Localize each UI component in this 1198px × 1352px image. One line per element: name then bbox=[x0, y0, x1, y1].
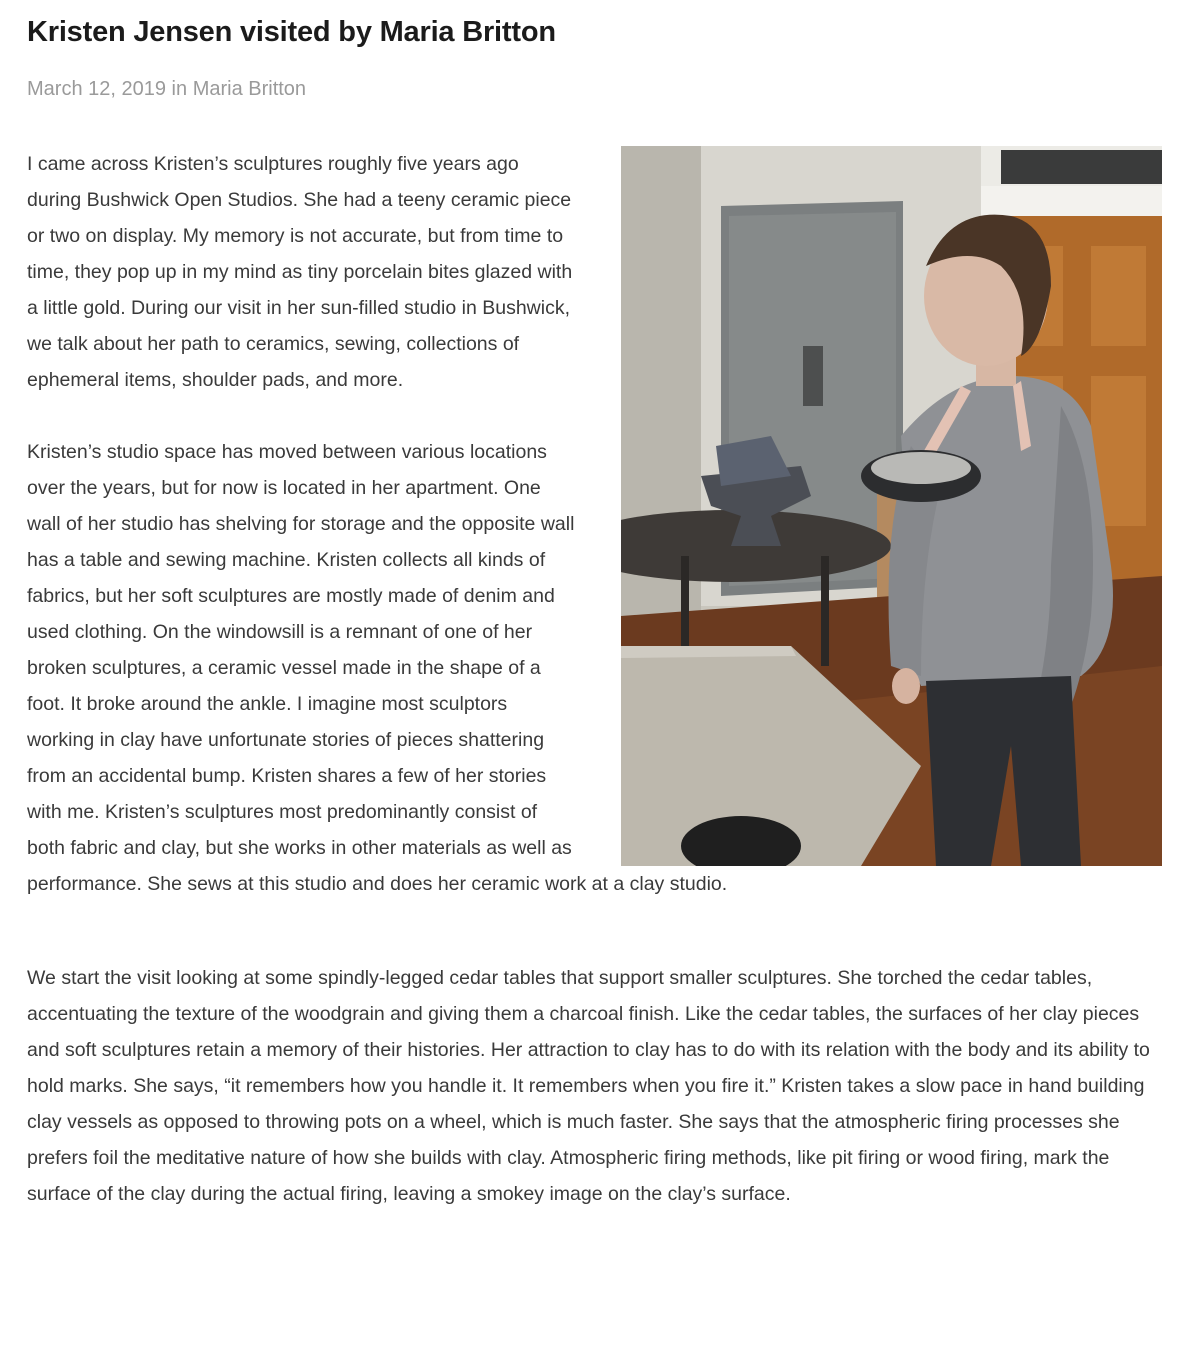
studio-photo[interactable] bbox=[621, 146, 1162, 866]
paragraph-2: Kristen’s studio space has moved between various locations over the years, but for now is located in her apartment. One wall of her studio has shelving for storage and the opposite wall has a table and sewing machine. Kristen collects all kinds of fabrics, but her soft sculptures are mostly made of denim and used clothing. On the windowsill is a remnant of one of her broken sculptures, a ceramic vessel made in the shape of a foot. It broke around the ankle. I imagine most sculptors working in clay have unfortunate stories of pieces shattering from an accidental bump. Kristen shares a few of her stories with me. Kristen’s sculptures most predominantly consist of both fabric and clay, but she works in other materials as well as performance. She sews at this studio and does her ceramic work at a clay studio. bbox=[27, 441, 728, 895]
category-link[interactable]: Maria Britton bbox=[192, 78, 307, 100]
article-title: Kristen Jensen visited by Maria Britton bbox=[27, 16, 556, 48]
article bbox=[27, 0, 1162, 1212]
paragraph-spacer bbox=[27, 902, 1162, 960]
article-body bbox=[27, 146, 1162, 1212]
article-meta bbox=[27, 76, 1162, 102]
paragraph-1: I came across Kristen’s sculptures roughly five years ago during Bushwick Open Studios. She had a teeny ceramic piece or two on display. My memory is not accurate, but from time to time, they pop up in my mind as tiny porcelain bites glazed with a little gold. During our visit in her sun-filled studio in Bushwick, we talk about her path to ceramics, sewing, collections of ephemeral items, shoulder pads, and more. bbox=[27, 153, 573, 391]
paragraph-3: We start the visit looking at some spindly-legged cedar tables that support smaller sculptures. She torched the cedar tables, accentuating the texture of the woodgrain and giving them a charcoal finish. Like the cedar tables, the surfaces of her clay pieces and soft sculptures retain a memory of their histories. Her attraction to clay has to do with its relation with the body and its ability to hold marks. She says, “it remembers how you handle it. It remembers when you fire it.” Kristen takes a slow pace in hand building clay vessels as opposed to throwing pots on a wheel, which is much faster. She says that the atmospheric firing processes she prefers foil the meditative nature of how she builds with clay. Atmospheric firing methods, like pit firing or wood firing, mark the surface of the clay during the actual firing, leaving a smokey image on the clay’s surface. bbox=[27, 967, 1150, 1205]
article-date: March 12, 2019 bbox=[27, 78, 166, 100]
meta-in-word: in bbox=[171, 78, 188, 100]
studio-photo-illustration bbox=[621, 146, 1162, 866]
